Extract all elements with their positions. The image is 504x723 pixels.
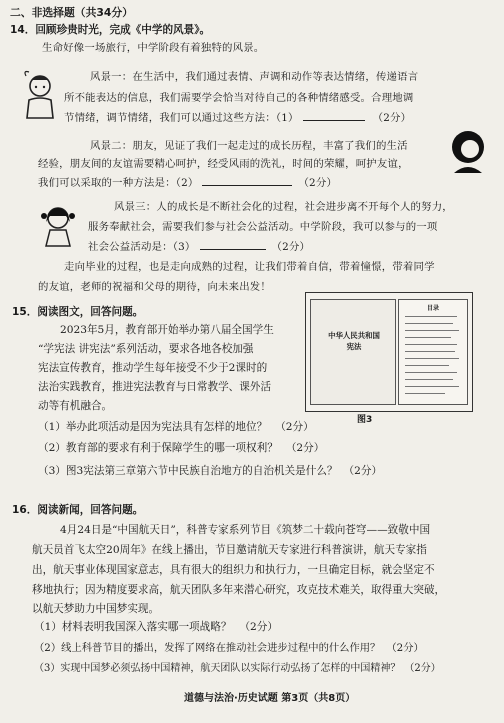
q16-para-line3: 出，航天事业体现国家意志，具有很大的组织力和执行力，一旦确定目标，就会坚定不: [32, 564, 435, 576]
q16-question-3: （3）实现中国梦必须弘扬中国精神，航天团队以实际行动弘扬了怎样的中国精神？ （2分）: [34, 663, 441, 674]
thinking-child-figure: [20, 70, 60, 122]
scene2-line3: 我们可以采取的一种方法是：（2） （2分）: [38, 177, 338, 189]
girl-figure: [38, 200, 78, 248]
cover-title-line2: 宪法: [346, 342, 362, 351]
scene1-line1: 风景一：在生活中，我们通过表情、声调和动作等表达情绪，传递语言: [90, 71, 419, 83]
q16-question-1: （1）材料表明我国深入落实哪一项战略？ （2分）: [34, 621, 278, 633]
scene3-line3: 社会公益活动是：（3） （2分）: [88, 241, 311, 253]
page-footer: 道德与法治·历史试题 第3页（共8页）: [184, 693, 356, 704]
toc-line: [405, 393, 445, 394]
toc-line: [405, 330, 459, 331]
scene3-line1: 风景三：人的成长是不断社会化的过程，社会进步离不开每个人的努力，: [114, 201, 453, 213]
toc-line: [405, 323, 453, 324]
scene2-line2: 经验，朋友间的友谊需要精心呵护，经受风雨的洗礼，时间的荣耀，呵护友谊，: [38, 158, 409, 170]
scene3-line2: 服务奉献社会，需要我们参与社会公益活动。中学阶段，我可以参与的一项: [88, 221, 438, 233]
q16-question-2: （2）线上科普节目的播出，发挥了网络在推动社会进步过程中的什么作用？ （2分）: [34, 642, 424, 654]
q15-stem: 15．阅读图文，回答问题。: [12, 306, 144, 318]
scene1-line3: 节情绪，调节情绪，我们可以通过这些方法：（1） （2分）: [64, 112, 412, 124]
q15-para-line2: “学宪法 讲宪法”系列活动，要求各地各校加强: [38, 343, 254, 355]
q16-para-line2: 航天员首飞太空20周年》在线上播出，节目邀请航天专家进行科普演讲，航天专家指: [32, 544, 427, 556]
toc-line: [405, 316, 457, 317]
toc-line: [405, 337, 451, 338]
q15-para-line3: 宪法宣传教育，推动学生每年接受不少于2课时的: [38, 362, 268, 374]
answer-blank-1[interactable]: [303, 111, 365, 121]
scene3-line5: 的友谊，老师的祝福和父母的期待，向未来出发！: [38, 281, 271, 293]
q15-question-3: （3）图3宪法第三章第六节中民族自治地方的自治机关是什么？ （2分）: [38, 465, 383, 477]
toc-line: [405, 344, 457, 345]
constitution-toc: [398, 299, 468, 405]
section-title: 二、非选择题（共34分）: [10, 6, 133, 19]
answer-blank-2[interactable]: [202, 176, 292, 186]
answer-blank-3[interactable]: [200, 240, 266, 250]
toc-line: [405, 365, 449, 366]
toc-line: [405, 386, 459, 387]
figure-caption: 图3: [357, 415, 373, 425]
q15-para-line5: 动等有机融合。: [38, 400, 113, 412]
q15-para-line1: 2023年5月，教育部开始举办第八届全国学生: [60, 324, 274, 336]
constitution-cover: [310, 299, 396, 405]
scene2-line1: 风景二：朋友，见证了我们一起走过的成长历程，丰富了我们的生活: [90, 140, 408, 152]
scene1-line2: 所不能表达的信息，我们需要学会恰当对待自己的各种情绪感受。合理地调: [64, 92, 414, 104]
q14-intro: 生命好像一场旅行，中学阶段有着独特的风景。: [42, 42, 265, 54]
constitution-figure: [305, 292, 473, 412]
scene3-line4: 走向毕业的过程，也是走向成熟的过程，让我们带着自信，带着憧憬，带着同学: [64, 261, 435, 273]
toc-line: [405, 351, 455, 352]
toc-line: [405, 379, 453, 380]
toc-line: [405, 358, 459, 359]
toc-heading: 目录: [426, 305, 439, 312]
thinking-person-figure: [448, 127, 488, 175]
toc-line: [405, 372, 457, 373]
q15-question-2: （2）教育部的要求有利于保障学生的哪一项权利？ （2分）: [38, 442, 325, 454]
q16-para-line4: 移地执行；因为精度要求高，航天团队多年来潜心研究，攻克技术难关，取得重大突破，: [32, 584, 446, 596]
q16-stem: 16．阅读新闻，回答问题。: [12, 504, 144, 516]
q16-para-line1: 4月24日是“中国航天日”，科普专家系列节目《筑梦二十载向苍穹——致敬中国: [60, 524, 431, 536]
cover-title-line1: 中华人民共和国: [328, 331, 380, 340]
q14-stem: 14．回顾珍贵时光，完成《中学的风景》。: [10, 24, 211, 36]
q15-para-line4: 法治实践教育，推进宪法教育与日常教学、课外活: [38, 381, 272, 393]
q16-para-line5: 以航天梦助力中国梦实现。: [32, 603, 160, 615]
q15-question-1: （1）举办此项活动是因为宪法具有怎样的地位？ （2分）: [38, 421, 314, 433]
